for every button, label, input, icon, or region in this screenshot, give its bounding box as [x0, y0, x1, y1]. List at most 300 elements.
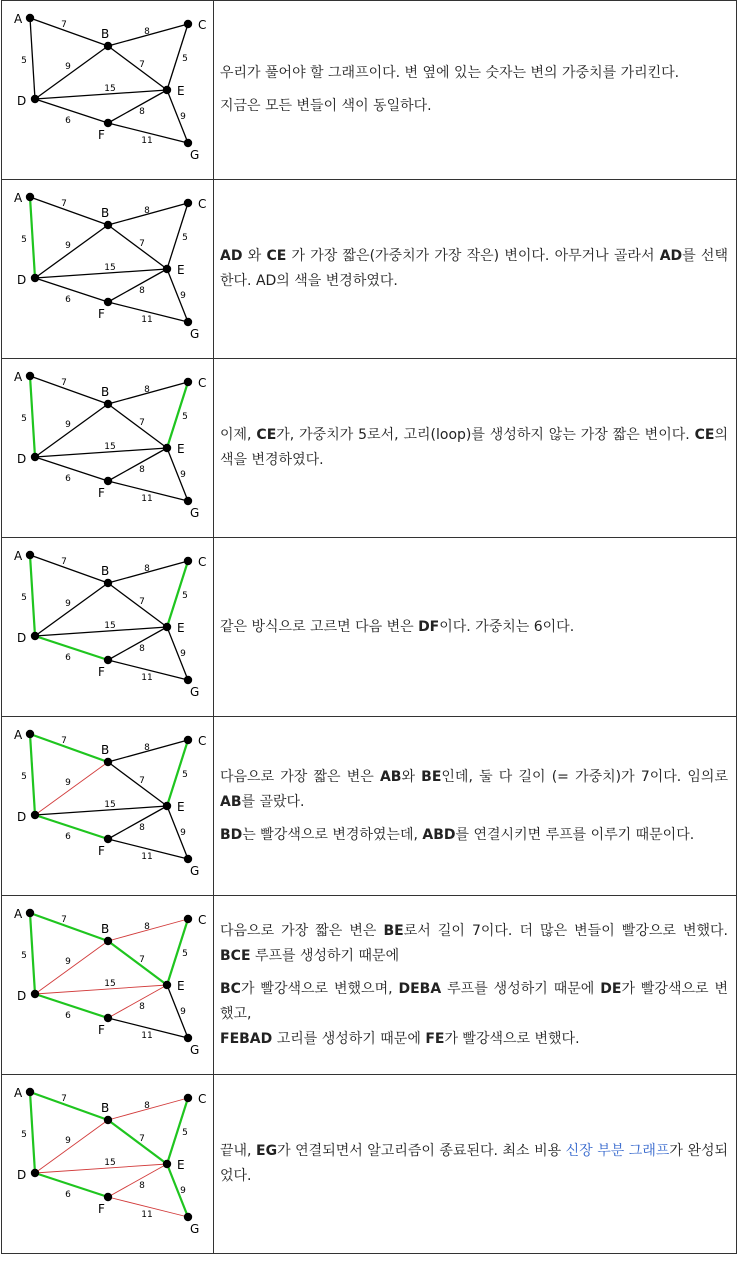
bold-term: AB [220, 793, 242, 810]
edge-be [108, 762, 167, 806]
node-label-c: C [198, 734, 207, 748]
bold-term: CE [694, 427, 715, 443]
text-segment: 우리가 풀어야 할 그래프이다. 변 옆에 있는 숫자는 변의 가중치를 가리킨다. [220, 65, 680, 81]
node-label-d: D [17, 989, 27, 1003]
step-paragraph [220, 765, 728, 815]
text-segment: 루프를 생성하기 때문에 [441, 980, 601, 997]
edge-weight-bd: 9 [65, 778, 71, 788]
text-segment: 와 [242, 248, 267, 264]
bold-term: BC [220, 980, 241, 997]
bold-term: AB [379, 768, 402, 785]
edge-weight-fg: 11 [141, 494, 153, 504]
edge-ab [30, 197, 108, 225]
node-label-d: D [17, 1168, 27, 1182]
node-e [163, 86, 171, 94]
node-d [31, 95, 39, 103]
graph-diagram [2, 180, 213, 358]
node-d [31, 632, 39, 640]
edge-ef [108, 627, 167, 660]
node-label-d: D [17, 810, 27, 824]
edge-ab [30, 734, 108, 762]
graph-diagram [2, 359, 213, 537]
node-label-e: E [177, 621, 185, 635]
node-label-g: G [190, 327, 200, 341]
step-paragraph [220, 244, 728, 294]
graph-cell [2, 717, 214, 896]
edge-weight-fg: 11 [141, 136, 153, 146]
bold-term: DF [418, 618, 440, 635]
node-e [163, 1160, 171, 1168]
step-paragraph [220, 61, 728, 86]
node-label-b: B [101, 206, 110, 220]
edge-weight-eg: 9 [180, 470, 186, 480]
edge-weight-eg: 9 [180, 1007, 186, 1017]
edge-ad [30, 555, 35, 636]
node-label-d: D [17, 452, 27, 466]
node-label-b: B [101, 564, 110, 578]
node-label-b: B [101, 922, 110, 936]
edge-weight-ab: 7 [61, 20, 67, 30]
node-c [184, 378, 192, 386]
bold-term: FEBAD [220, 1030, 273, 1047]
node-b [104, 937, 112, 945]
edge-weight-ad: 5 [21, 593, 27, 603]
text-segment: 끝내, [220, 1143, 257, 1159]
edge-be [108, 46, 167, 90]
edge-de [35, 269, 167, 278]
edge-weight-ab: 7 [61, 1094, 67, 1104]
node-b [104, 42, 112, 50]
edge-weight-bc: 8 [144, 743, 150, 753]
node-label-e: E [177, 979, 185, 993]
description-cell [214, 180, 737, 359]
text-segment: 가 가장 짧은(가중치가 가장 작은) 변이다. 아무거나 골라서 [286, 248, 660, 264]
graph-diagram [2, 1, 213, 179]
bold-term: AD [220, 248, 243, 264]
edge-weight-ab: 7 [61, 736, 67, 746]
text-segment: 다음으로 가장 짧은 변은 [220, 922, 384, 939]
edge-weight-de: 15 [104, 621, 116, 631]
step-paragraph [220, 977, 728, 1052]
edge-bd [35, 941, 108, 994]
edge-ab [30, 18, 108, 46]
bold-term: BD [220, 826, 243, 843]
node-a [26, 372, 34, 380]
description-cell [214, 359, 737, 538]
edge-bd [35, 762, 108, 815]
graph-cell [2, 180, 214, 359]
edge-bd [35, 225, 108, 278]
step-row [2, 1, 737, 180]
step-row [2, 538, 737, 717]
edge-weight-bc: 8 [144, 922, 150, 932]
edge-df [35, 99, 108, 123]
edge-be [108, 1120, 167, 1164]
bold-term: FE [425, 1030, 445, 1047]
bold-term: BCE [220, 947, 251, 964]
text-segment: 지금은 모든 변들이 색이 동일하다. [220, 98, 432, 114]
edge-weight-ab: 7 [61, 557, 67, 567]
edge-weight-de: 15 [104, 1158, 116, 1168]
spanning-tree-link[interactable]: 신장 부분 그래프 [565, 1143, 670, 1159]
text-segment: 인데, 둘 다 길이 (= 가중치)가 7이다. 임의로 [441, 768, 728, 785]
edge-be [108, 583, 167, 627]
edge-weight-ef: 8 [139, 1181, 145, 1191]
edge-ef [108, 985, 167, 1018]
text-segment: 가 빨강색으로 변했고, [220, 980, 729, 1022]
node-b [104, 1116, 112, 1124]
edge-weight-ef: 8 [139, 107, 145, 117]
text-segment: 루프를 생성하기 때문에 [250, 947, 400, 964]
node-label-f: F [98, 1202, 105, 1216]
bold-term: DE [600, 980, 622, 997]
edge-weight-bd: 9 [65, 1136, 71, 1146]
node-label-d: D [17, 631, 27, 645]
node-label-a: A [14, 12, 23, 26]
edge-weight-ef: 8 [139, 286, 145, 296]
edge-ad [30, 913, 35, 994]
text-segment: 가 완성되었다. [220, 1143, 728, 1184]
edge-ad [30, 18, 35, 99]
node-label-g: G [190, 1222, 200, 1236]
node-label-c: C [198, 376, 207, 390]
edge-weight-ce: 5 [182, 1128, 188, 1138]
step-paragraph [220, 919, 728, 969]
bold-term: AD [659, 248, 683, 264]
node-label-b: B [101, 27, 110, 41]
description-cell [214, 1075, 737, 1254]
node-label-f: F [98, 844, 105, 858]
bold-term: CE [266, 248, 287, 264]
edge-weight-de: 15 [104, 979, 116, 989]
step-row [2, 1075, 737, 1254]
node-label-a: A [14, 370, 23, 384]
edge-weight-be: 7 [139, 776, 145, 786]
text-segment: 와 [401, 768, 422, 785]
bold-term: ABD [422, 826, 456, 843]
edge-weight-bd: 9 [65, 599, 71, 609]
edge-weight-eg: 9 [180, 1186, 186, 1196]
text-segment: 의 색을 변경하였다. [220, 427, 728, 468]
edge-weight-bc: 8 [144, 27, 150, 37]
node-e [163, 444, 171, 452]
node-b [104, 400, 112, 408]
node-a [26, 14, 34, 22]
step-paragraph [220, 423, 728, 473]
edge-weight-ad: 5 [21, 772, 27, 782]
node-f [104, 1193, 112, 1201]
edge-ef [108, 806, 167, 839]
description-cell [214, 896, 737, 1075]
edge-weight-fg: 11 [141, 315, 153, 325]
edge-weight-de: 15 [104, 800, 116, 810]
graph-cell [2, 538, 214, 717]
node-a [26, 193, 34, 201]
text-segment: 가 빨강색으로 변했다. [444, 1030, 580, 1047]
node-label-f: F [98, 1023, 105, 1037]
text-segment: 로서 길이 7이다. 더 많은 변들이 빨강으로 변했다. [403, 922, 728, 939]
edge-weight-de: 15 [104, 84, 116, 94]
edge-weight-ad: 5 [21, 1130, 27, 1140]
edge-weight-ab: 7 [61, 199, 67, 209]
graph-cell [2, 896, 214, 1075]
node-b [104, 579, 112, 587]
graph-diagram [2, 896, 213, 1074]
edge-weight-be: 7 [139, 239, 145, 249]
edge-ef [108, 448, 167, 481]
text-segment: 가 연결되면서 알고리즘이 종료된다. 최소 비용 [277, 1143, 566, 1159]
edge-ef [108, 269, 167, 302]
edge-de [35, 448, 167, 457]
node-label-a: A [14, 191, 23, 205]
edge-weight-bd: 9 [65, 241, 71, 251]
edge-weight-df: 6 [65, 832, 71, 842]
node-label-e: E [177, 1158, 185, 1172]
text-segment: 를 골랐다. [241, 793, 305, 810]
node-d [31, 453, 39, 461]
node-g [184, 1213, 192, 1221]
node-c [184, 20, 192, 28]
step-row [2, 359, 737, 538]
node-label-c: C [198, 555, 207, 569]
edge-ad [30, 197, 35, 278]
text-segment: 다음으로 가장 짧은 변은 [220, 768, 380, 785]
node-label-b: B [101, 385, 110, 399]
node-g [184, 318, 192, 326]
edge-bd [35, 583, 108, 636]
edge-weight-df: 6 [65, 653, 71, 663]
edge-df [35, 457, 108, 481]
edge-weight-df: 6 [65, 474, 71, 484]
text-segment: 같은 방식으로 고르면 다음 변은 [220, 618, 419, 635]
node-b [104, 221, 112, 229]
step-paragraph [220, 1139, 728, 1189]
bold-term: BE [383, 922, 404, 939]
edge-weight-be: 7 [139, 597, 145, 607]
edge-df [35, 278, 108, 302]
node-c [184, 1094, 192, 1102]
node-label-e: E [177, 800, 185, 814]
node-e [163, 623, 171, 631]
node-label-f: F [98, 486, 105, 500]
edge-be [108, 941, 167, 985]
node-label-g: G [190, 1043, 200, 1057]
node-g [184, 139, 192, 147]
edge-de [35, 1164, 167, 1173]
node-a [26, 1088, 34, 1096]
graph-diagram [2, 538, 213, 716]
edge-df [35, 636, 108, 660]
edge-weight-bc: 8 [144, 1101, 150, 1111]
edge-weight-ce: 5 [182, 770, 188, 780]
text-segment: 가, 가중치가 5로서, 고리(loop)를 생성하지 않는 가장 짧은 변이다. [276, 427, 695, 443]
step-paragraph [220, 94, 728, 119]
node-g [184, 676, 192, 684]
graph-cell [2, 1, 214, 180]
bold-term: CE [256, 427, 277, 443]
edge-ad [30, 376, 35, 457]
node-label-d: D [17, 273, 27, 287]
node-f [104, 1014, 112, 1022]
text-segment: 를 선택한다. AD의 색을 변경하였다. [220, 248, 728, 289]
edge-ab [30, 555, 108, 583]
edge-weight-df: 6 [65, 1011, 71, 1021]
node-label-a: A [14, 907, 23, 921]
node-g [184, 1034, 192, 1042]
node-label-a: A [14, 728, 23, 742]
node-e [163, 981, 171, 989]
edge-bd [35, 404, 108, 457]
edge-ab [30, 376, 108, 404]
description-cell [214, 538, 737, 717]
edge-weight-ef: 8 [139, 644, 145, 654]
node-label-d: D [17, 94, 27, 108]
node-label-g: G [190, 506, 200, 520]
edge-weight-ad: 5 [21, 235, 27, 245]
edge-weight-ad: 5 [21, 414, 27, 424]
bold-term: DEBA [398, 980, 442, 997]
node-label-e: E [177, 263, 185, 277]
node-f [104, 835, 112, 843]
edge-weight-bc: 8 [144, 564, 150, 574]
edge-weight-de: 15 [104, 263, 116, 273]
node-a [26, 909, 34, 917]
node-a [26, 730, 34, 738]
edge-weight-bd: 9 [65, 62, 71, 72]
step-row [2, 180, 737, 359]
node-label-g: G [190, 685, 200, 699]
node-d [31, 990, 39, 998]
edge-de [35, 985, 167, 994]
edge-weight-df: 6 [65, 1190, 71, 1200]
node-d [31, 811, 39, 819]
edge-df [35, 1173, 108, 1197]
edge-weight-eg: 9 [180, 291, 186, 301]
edge-weight-ad: 5 [21, 56, 27, 66]
edge-de [35, 90, 167, 99]
bold-term: EG [256, 1143, 278, 1159]
node-c [184, 915, 192, 923]
node-label-c: C [198, 913, 207, 927]
edge-de [35, 627, 167, 636]
edge-weight-eg: 9 [180, 828, 186, 838]
node-label-c: C [198, 1092, 207, 1106]
edge-ef [108, 90, 167, 123]
edge-weight-eg: 9 [180, 649, 186, 659]
node-label-a: A [14, 549, 23, 563]
node-c [184, 736, 192, 744]
edge-weight-fg: 11 [141, 1031, 153, 1041]
edge-weight-ef: 8 [139, 1002, 145, 1012]
edge-weight-ab: 7 [61, 915, 67, 925]
node-d [31, 1169, 39, 1177]
node-label-f: F [98, 665, 105, 679]
edge-be [108, 225, 167, 269]
edge-weight-be: 7 [139, 418, 145, 428]
edge-be [108, 404, 167, 448]
node-f [104, 477, 112, 485]
edge-weight-ce: 5 [182, 233, 188, 243]
text-segment: 이제, [220, 427, 257, 443]
step-paragraph [220, 823, 728, 848]
edge-weight-ce: 5 [182, 591, 188, 601]
edge-weight-df: 6 [65, 295, 71, 305]
node-label-b: B [101, 1101, 110, 1115]
node-label-e: E [177, 442, 185, 456]
edge-weight-ce: 5 [182, 412, 188, 422]
edge-ef [108, 1164, 167, 1197]
steps-body [2, 1, 737, 1254]
graph-cell [2, 1075, 214, 1254]
edge-weight-bc: 8 [144, 385, 150, 395]
description-cell [214, 717, 737, 896]
kruskal-steps-table [1, 0, 737, 1254]
step-row [2, 717, 737, 896]
edge-weight-ef: 8 [139, 823, 145, 833]
edge-weight-bc: 8 [144, 206, 150, 216]
edge-ab [30, 913, 108, 941]
text-segment: 를 연결시키면 루프를 이루기 때문이다. [455, 826, 695, 843]
text-segment: 가 빨강색으로 변했으며, [240, 980, 399, 997]
node-b [104, 758, 112, 766]
node-e [163, 265, 171, 273]
node-f [104, 119, 112, 127]
step-paragraph [220, 615, 728, 640]
edge-weight-ef: 8 [139, 465, 145, 475]
node-c [184, 557, 192, 565]
edge-weight-ce: 5 [182, 949, 188, 959]
edge-weight-df: 6 [65, 116, 71, 126]
edge-weight-ab: 7 [61, 378, 67, 388]
node-g [184, 855, 192, 863]
node-a [26, 551, 34, 559]
edge-weight-be: 7 [139, 1134, 145, 1144]
edge-weight-ce: 5 [182, 54, 188, 64]
node-d [31, 274, 39, 282]
edge-ab [30, 1092, 108, 1120]
text-segment: 는 빨강색으로 변경하였는데, [242, 826, 423, 843]
node-label-g: G [190, 148, 200, 162]
node-e [163, 802, 171, 810]
edge-weight-be: 7 [139, 60, 145, 70]
edge-weight-bd: 9 [65, 420, 71, 430]
edge-weight-be: 7 [139, 955, 145, 965]
graph-diagram [2, 1075, 213, 1253]
edge-ad [30, 1092, 35, 1173]
node-label-e: E [177, 84, 185, 98]
edge-ad [30, 734, 35, 815]
edge-weight-bd: 9 [65, 957, 71, 967]
edge-weight-eg: 9 [180, 112, 186, 122]
text-segment: 이다. 가중치는 6이다. [439, 618, 575, 635]
edge-weight-de: 15 [104, 442, 116, 452]
edge-weight-fg: 11 [141, 673, 153, 683]
node-label-c: C [198, 18, 207, 32]
node-label-g: G [190, 864, 200, 878]
node-label-c: C [198, 197, 207, 211]
text-segment: 고리를 생성하기 때문에 [272, 1030, 426, 1047]
graph-diagram [2, 717, 213, 895]
node-g [184, 497, 192, 505]
description-cell [214, 1, 737, 180]
edge-bd [35, 1120, 108, 1173]
node-f [104, 656, 112, 664]
edge-bd [35, 46, 108, 99]
node-label-f: F [98, 307, 105, 321]
node-f [104, 298, 112, 306]
edge-weight-ad: 5 [21, 951, 27, 961]
edge-df [35, 994, 108, 1018]
